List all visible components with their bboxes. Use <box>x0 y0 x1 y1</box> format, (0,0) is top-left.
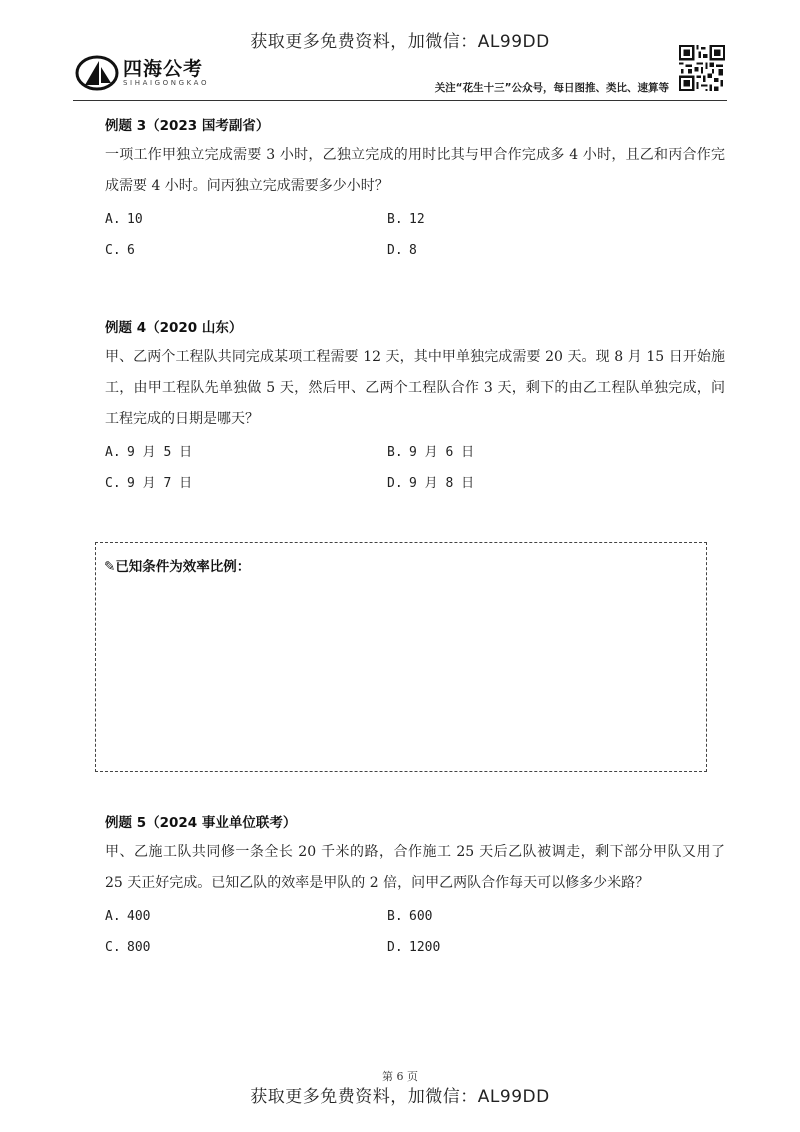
logo-name: 四海公考 <box>123 57 204 80</box>
option-c: C. 800 <box>105 940 151 955</box>
example-5 <box>105 813 725 963</box>
example-title: 例题 3（2023 国考副省） <box>105 118 270 134</box>
option-b: B. 600 <box>387 909 433 924</box>
qr-code-icon <box>679 45 725 91</box>
option-list <box>105 204 725 266</box>
page-header <box>73 45 727 97</box>
example-title: 例题 5（2024 事业单位联考） <box>105 815 297 831</box>
example-question: 一项工作甲独立完成需要 3 小时，乙独立完成的用时比其与甲合作完成多 4 小时，且乙和丙合作完成需要 4 小时。问丙独立完成需要多少小时？ <box>105 147 725 194</box>
option-d: D. 9 月 8 日 <box>387 476 475 491</box>
logo <box>75 55 209 91</box>
option-a: A. 10 <box>105 212 143 227</box>
option-b: B. 12 <box>387 212 425 227</box>
option-b: B. 9 月 6 日 <box>387 445 475 460</box>
option-a: A. 400 <box>105 909 151 924</box>
example-3 <box>105 116 725 266</box>
option-d: D. 1200 <box>387 940 441 955</box>
option-list <box>105 437 725 499</box>
example-4 <box>105 318 725 499</box>
option-list <box>105 901 725 963</box>
option-c: C. 9 月 7 日 <box>105 476 193 491</box>
top-banner: 获取更多免费资料，加微信：AL99DD <box>250 32 550 52</box>
bottom-banner: 获取更多免费资料，加微信：AL99DD <box>250 1087 550 1107</box>
example-title: 例题 4（2020 山东） <box>105 320 243 336</box>
logo-name-latin: SIHAIGONGKAO <box>123 78 210 87</box>
option-d: D. 8 <box>387 243 417 258</box>
logo-sail-icon <box>75 55 119 91</box>
notes-box <box>95 542 707 772</box>
header-divider <box>73 100 727 101</box>
example-question: 甲、乙施工队共同修一条全长 20 千米的路，合作施工 25 天后乙队被调走，剩下部分甲队又用了 25 天正好完成。已知乙队的效率是甲队的 2 倍，问甲乙两队合作每天可以修多少米路？ <box>105 844 725 891</box>
header-note: 关注“花生十三”公众号，每日图推、类比、速算等 <box>434 82 669 94</box>
page-number: 第 6 页 <box>382 1070 418 1083</box>
example-question: 甲、乙两个工程队共同完成某项工程需要 12 天，其中甲单独完成需要 20 天。现 8 月 15 日开始施工，由甲工程队先单独做 5 天，然后甲、乙两个工程队合作 3 天，剩下的由乙工程队单独完成，问工程完成的日期是哪天？ <box>105 349 725 427</box>
option-a: A. 9 月 5 日 <box>105 445 193 460</box>
notes-title: ✎已知条件为效率比例： <box>104 559 251 575</box>
option-c: C. 6 <box>105 243 135 258</box>
pencil-icon: ✎ <box>104 559 116 575</box>
